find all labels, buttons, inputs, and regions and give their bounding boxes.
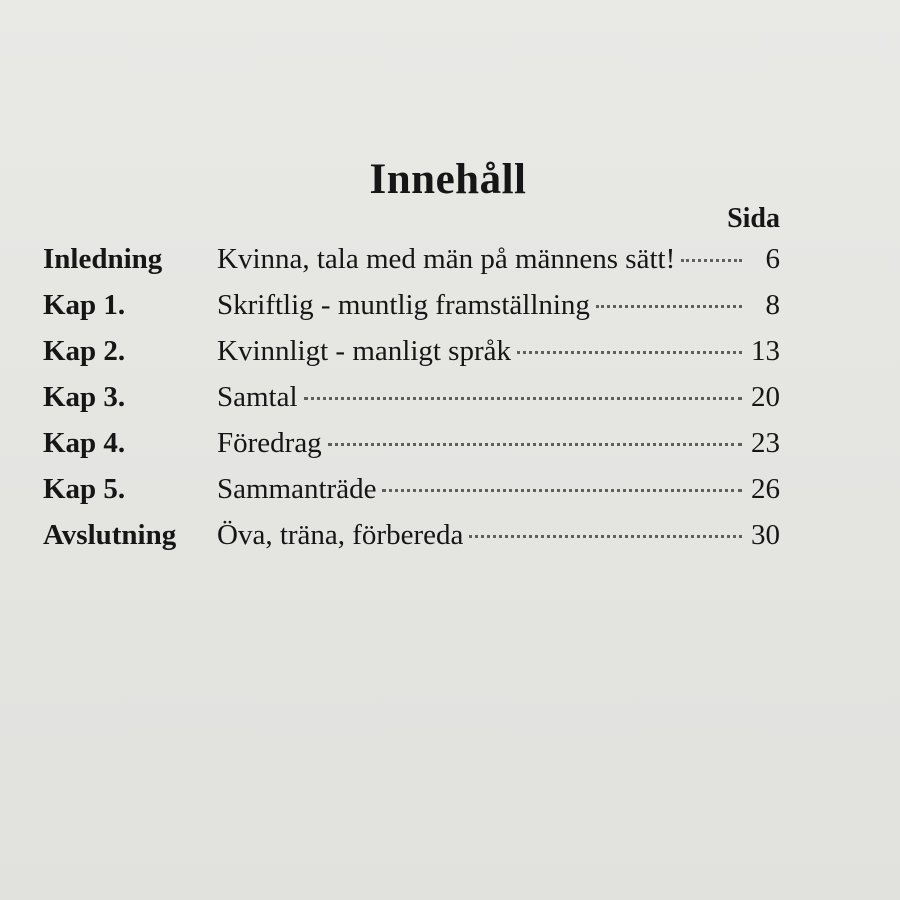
- toc-entry-page: 6: [765, 243, 780, 275]
- toc-entry-page: 13: [751, 335, 780, 367]
- toc-entry-avslutning: [43, 512, 780, 558]
- toc-entry-kap-5: [43, 466, 780, 512]
- toc-entry-kap-2: [43, 328, 780, 374]
- toc-entry-title: Öva, träna, förbereda: [217, 519, 464, 551]
- toc-entry-label: Inledning: [43, 243, 163, 275]
- page-column-label: Sida: [727, 203, 780, 234]
- dot-leader: [469, 534, 742, 538]
- dot-leader: [328, 442, 742, 446]
- toc-entry-title: Samtal: [217, 381, 298, 413]
- toc-entry-title: Kvinnligt - manligt språk: [217, 335, 511, 367]
- toc-entry-label: Kap 5.: [43, 473, 126, 505]
- toc-entry-page: 20: [751, 381, 780, 413]
- toc-entry-page: 30: [751, 519, 780, 551]
- toc-entry-label: Kap 3.: [43, 381, 126, 413]
- toc-entry-title: Kvinna, tala med män på männens sätt!: [217, 243, 676, 275]
- toc-entry-label: Kap 2.: [43, 335, 126, 367]
- toc-entry-title: Skriftlig - muntlig framställning: [217, 289, 590, 321]
- toc-entry-main: [217, 282, 742, 328]
- dot-leader: [382, 488, 742, 492]
- toc-entry-main: [217, 236, 742, 282]
- toc-entry-label: Avslutning: [43, 519, 177, 551]
- table-of-contents-title: Innehåll: [369, 155, 527, 203]
- toc-entry-inledning: [43, 236, 780, 282]
- toc-entry-main: [217, 466, 742, 512]
- toc-entry-title: Sammanträde: [217, 473, 377, 505]
- toc-entry-label: Kap 1.: [43, 289, 126, 321]
- dot-leader: [517, 350, 742, 354]
- toc-entry-page: 26: [751, 473, 780, 505]
- toc-entry-kap-1: [43, 282, 780, 328]
- toc-entry-title: Föredrag: [217, 427, 322, 459]
- toc-entry-label: Kap 4.: [43, 427, 126, 459]
- toc-entry-main: [217, 512, 742, 558]
- toc-entry-kap-4: [43, 420, 780, 466]
- toc-entry-main: [217, 328, 742, 374]
- dot-leader: [596, 304, 742, 308]
- dot-leader: [681, 258, 742, 262]
- toc-entry-page: 8: [765, 289, 780, 321]
- toc-entry-page: 23: [751, 427, 780, 459]
- toc-entry-main: [217, 420, 742, 466]
- table-of-contents: [43, 236, 780, 558]
- dot-leader: [304, 396, 742, 400]
- toc-entry-main: [217, 374, 742, 420]
- toc-entry-kap-3: [43, 374, 780, 420]
